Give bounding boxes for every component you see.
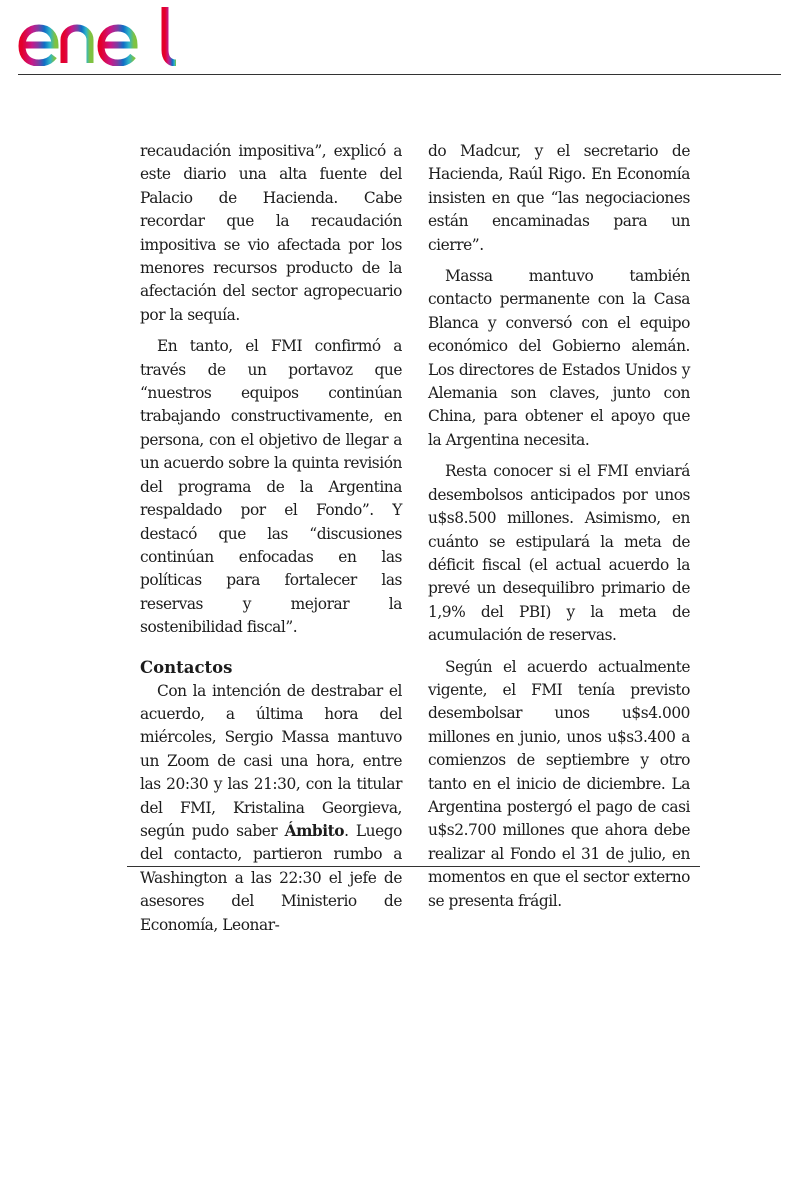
header-divider <box>18 74 781 75</box>
paragraph: Según el acuerdo actualmente vigente, el FMI tenía previsto desembolsar unos u$s4.000 millones en junio, unos u$s3.400 a comienzos de septiembre y otro tanto en el inicio de diciembre. La Argentina postergó el pago de casi u$s2.700 millones que ahora debe realizar al Fondo el 31 de julio, en momentos en que el sector externo se presenta frágil. <box>428 657 690 910</box>
paragraph-text: . Luego del contacto, partieron rumbo a Washington a las 22:30 el jefe de asesores del Ministerio de Economía, Leonar- <box>140 821 402 934</box>
paragraph-text: Con la intención de destrabar el acuerdo, a última hora del miércoles, Sergio Massa mantuvo un Zoom de casi una hora, entre las 20:30 y las 21:30, con la titular del FMI, Kristalina Georgieva, según pudo saber <box>140 681 402 840</box>
article-column-right <box>428 140 690 921</box>
enel-logo <box>18 6 180 66</box>
paragraph: Massa mantuvo también contacto permanente con la Casa Blanca y conversó con el equipo económico del Gobierno alemán. Los directores de Estados Unidos y Alemania son claves, junto con China, para obtener el apoyo que la Argentina necesita. <box>428 267 690 449</box>
paragraph: En tanto, el FMI confirmó a través de un portavoz que “nuestros equipos continúan trabajando constructivamente, en persona, con el objetivo de llegar a un acuerdo sobre la quinta revisión del programa de la Argentina respaldado por el Fondo”. Y destacó que las “discusiones continúan enfocadas en las políticas para fortalecer las reservas y mejorar la sostenibilidad fiscal”. <box>140 337 402 637</box>
paragraph: recaudación impositiva”, explicó a este diario una alta fuente del Palacio de Hacienda. Cabe recordar que la recaudación impositiva se vio afectada por los menores recursos producto de la afectación del sector agropecuario por la sequía. <box>140 142 402 324</box>
section-subheading: Contactos <box>140 657 233 677</box>
article-end-divider <box>127 866 700 867</box>
publication-name: Ámbito <box>284 821 345 840</box>
article-column-left <box>140 140 402 945</box>
paragraph: Resta conocer si el FMI enviará desembolsos anticipados por unos u$s8.500 millones. Asimismo, en cuánto se estipulará la meta de déficit fiscal (el actual acuerdo la prevé un desequilibro primario de 1,9% del PBI) y la meta de acumulación de reservas. <box>428 462 690 645</box>
paragraph <box>140 680 402 937</box>
paragraph: do Madcur, y el secretario de Hacienda, Raúl Rigo. En Economía insisten en que “las negociaciones están encaminadas para un cierre”. <box>428 142 690 254</box>
